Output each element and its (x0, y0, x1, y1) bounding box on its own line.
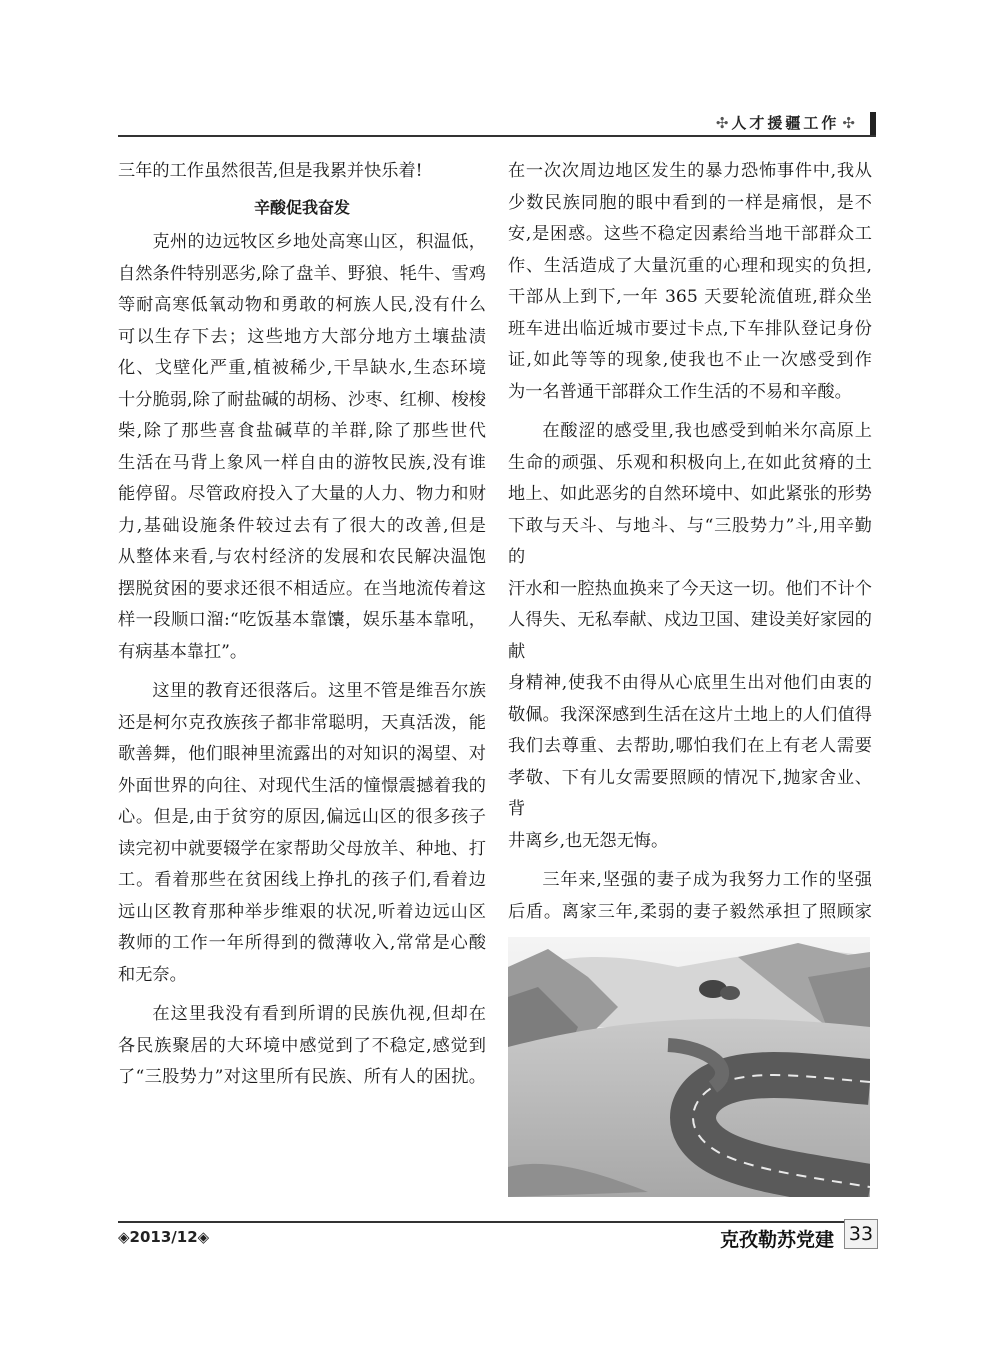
text-line: 身精神,使我不由得从心底里生出对他们由衷的 (508, 673, 872, 693)
text-line: 生命的顽强、乐观和积极向上,在如此贫瘠的土 (508, 452, 872, 473)
text-line: 这里的教育还很落后。这里不管是维吾尔族 (152, 681, 486, 701)
ornament-icon: ✣ (715, 114, 729, 132)
text-line: 柴,除了那些喜食盐碱草的羊群,除了那些世代 (118, 421, 486, 441)
text-line: 力,基础设施条件较过去有了很大的改善,但是 (118, 515, 486, 536)
text-line: 远山区教育那种举步维艰的状况,听着边远山区 (118, 901, 486, 922)
text-line: 地上、如此恶劣的自然环境中、如此紧张的形势 (508, 484, 872, 504)
paragraph (508, 865, 872, 928)
running-header (118, 108, 876, 134)
text-line: 有病基本靠扛”。 (118, 641, 248, 662)
text-line: 可以生存下去；这些地方大部分地方土壤盐渍 (118, 326, 486, 347)
magazine-title: 克孜勒苏党建 (720, 1229, 835, 1251)
text-line: 作、生活造成了大量沉重的心理和现实的负担, (508, 255, 872, 276)
page-number: 33 (844, 1219, 878, 1249)
text-line: 班车进出临近城市要过卡点,下车排队登记身份 (508, 318, 872, 339)
text-line: 歌善舞，他们眼神里流露出的对知识的渴望、对 (118, 744, 486, 764)
intro-line: 三年的工作虽然很苦,但是我累并快乐着! (118, 161, 423, 181)
text-line: 工。看着那些在贫困线上挣扎的孩子们,看着边 (118, 870, 486, 890)
right-column (508, 156, 872, 928)
text-line: 读完初中就要辍学在家帮助父母放羊、种地、打 (118, 838, 486, 859)
text-line: 自然条件特别恶劣,除了盘羊、野狼、牦牛、雪鸡 (118, 263, 486, 284)
paragraph (118, 227, 486, 668)
text-line: 了“三股势力”对这里所有民族、所有人的困扰。 (118, 1067, 486, 1087)
text-line: 外面世界的向往、对现代生活的憧憬震撼着我的 (118, 775, 486, 796)
section-tag-label: 人才援疆工作 (731, 114, 840, 132)
text-line: 在一次次周边地区发生的暴力恐怖事件中,我从 (508, 161, 872, 181)
text-line: 教师的工作一年所得到的微薄收入,常常是心酸 (118, 933, 486, 953)
text-line: 能停留。尽管政府投入了大量的人力、物力和财 (118, 484, 486, 504)
text-line: 敬佩。我深深感到生活在这片土地上的人们值得 (508, 704, 872, 725)
text-line: 心。但是,由于贫穷的原因,偏远山区的很多孩子 (118, 807, 486, 827)
text-line: 干部从上到下,一年 365 天要轮流值班,群众坐 (508, 287, 872, 307)
text-line: 汗水和一腔热血换来了今天这一切。他们不计个 (508, 578, 872, 599)
text-line: 后盾。离家三年,柔弱的妻子毅然承担了照顾家 (508, 901, 872, 922)
text-line: 还是柯尔克孜族孩子都非常聪明，天真活泼，能 (118, 712, 486, 733)
header-rule (118, 135, 876, 137)
text-line: 下敢与天斗、与地斗、与“三股势力”斗,用辛勤的 (508, 515, 872, 567)
text-line: 从整体来看,与农村经济的发展和农民解决温饱 (118, 547, 486, 567)
footer-rule (118, 1221, 844, 1223)
text-line: 在这里我没有看到所谓的民族仇视,但却在 (152, 1004, 486, 1024)
text-line: 孝敬、下有儿女需要照顾的情况下,抛家舍业、背 (508, 767, 872, 819)
paragraph (118, 676, 486, 991)
left-column (118, 156, 486, 1094)
winding-road-illustration (508, 937, 870, 1197)
text-line: 化、戈壁化严重,植被稀少,干旱缺水,生态环境 (118, 358, 486, 378)
text-line: 证,如此等等的现象,使我也不止一次感受到作 (508, 350, 872, 370)
text-line: 和无奈。 (118, 964, 187, 985)
text-line: 样一段顺口溜:“吃饭基本靠馕，娱乐基本靠吼， (118, 610, 486, 630)
text-line: 生活在马背上象风一样自由的游牧民族,没有谁 (118, 452, 486, 473)
paragraph (118, 999, 486, 1094)
text-line: 人得失、无私奉献、戍边卫国、建设美好家园的献 (508, 610, 872, 662)
issue-date: ◈2013/12◈ (118, 1228, 210, 1246)
text-line: 十分脆弱,除了耐盐碱的胡杨、沙枣、红柳、梭梭 (118, 389, 486, 410)
ornament-icon: ✣ (842, 114, 855, 132)
text-line: 三年来,坚强的妻子成为我努力工作的坚强 (542, 870, 872, 890)
text-line: 等耐高寒低氧动物和勇敢的柯族人民,没有什么 (118, 295, 486, 315)
paragraph (508, 416, 872, 857)
road-photo (508, 937, 870, 1197)
section-tag (713, 112, 858, 133)
text-line: 井离乡,也无怨无悔。 (508, 830, 669, 851)
text-line: 在酸涩的感受里,我也感受到帕米尔高原上 (542, 421, 872, 441)
text-line: 各民族聚居的大环境中感觉到了不稳定,感觉到 (118, 1035, 486, 1056)
text-line: 安,是困惑。这些不稳定因素给当地干部群众工 (508, 224, 872, 244)
header-marker-bar (870, 112, 876, 136)
paragraph (508, 156, 872, 408)
text-line: 少数民族同胞的眼中看到的一样是痛恨，是不 (508, 192, 872, 213)
text-line: 为一名普通干部群众工作生活的不易和辛酸。 (508, 381, 852, 402)
text-line: 克州的边远牧区乡地处高寒山区，积温低， (152, 232, 486, 252)
section-subheading: 辛酸促我奋发 (253, 197, 350, 217)
text-line: 摆脱贫困的要求还很不相适应。在当地流传着这 (118, 578, 486, 599)
text-line: 我们去尊重、去帮助,哪怕我们在上有老人需要 (508, 736, 872, 756)
